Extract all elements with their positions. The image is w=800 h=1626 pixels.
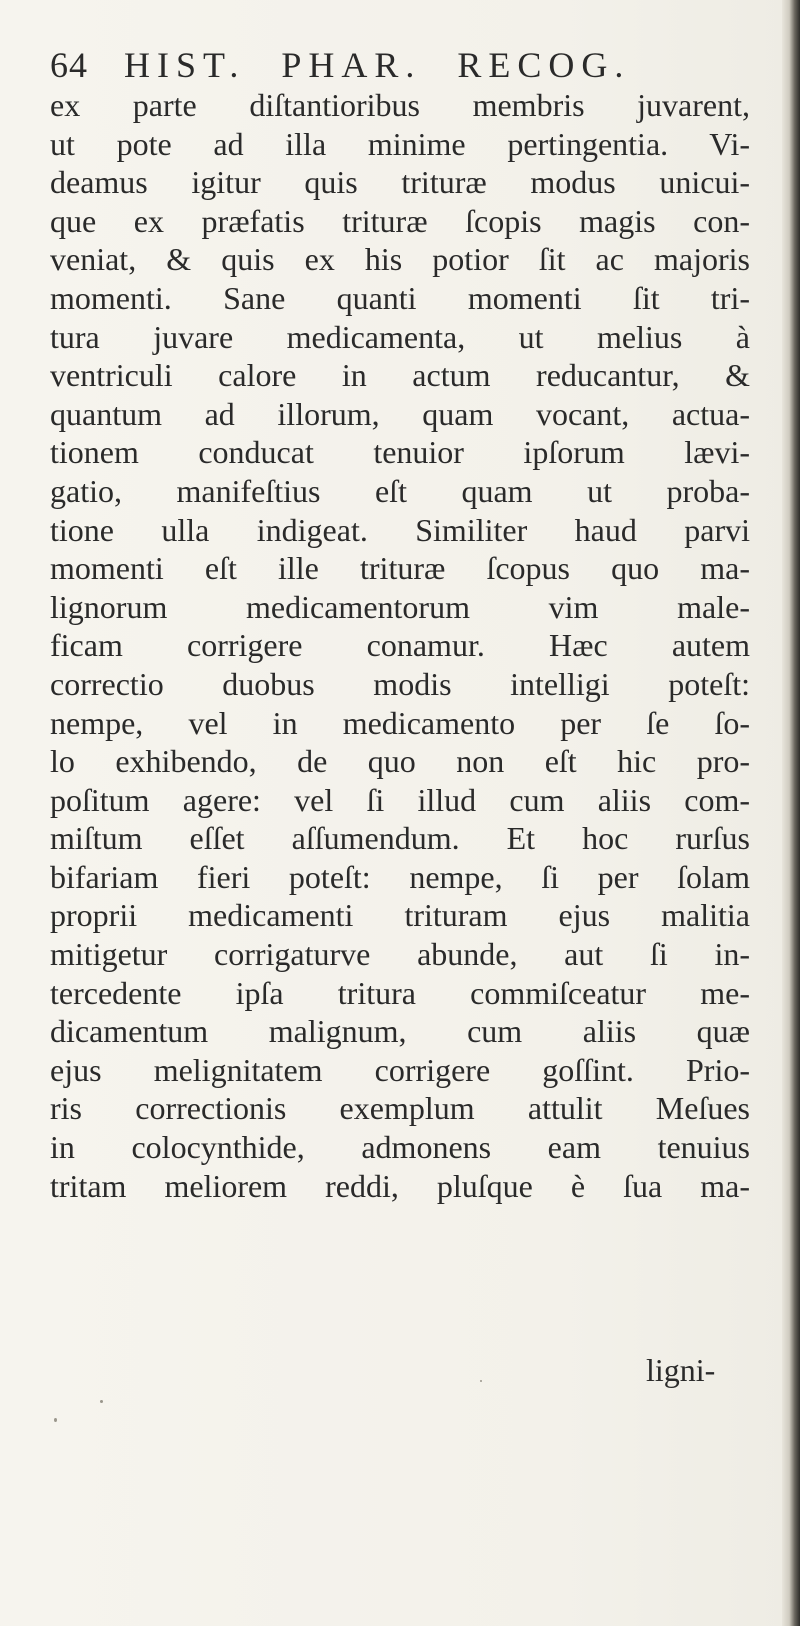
text-line: bifariam fieri poteſt: nempe, ſi per ſolam xyxy=(50,858,750,895)
text-line: que ex præfatis trituræ ſcopis magis con- xyxy=(50,202,750,239)
text-line: nempe, vel in medicamento per ſe ſo- xyxy=(50,704,750,741)
running-title-part-1: HIST. xyxy=(124,45,246,85)
running-title-part-3: RECOG. xyxy=(457,45,631,85)
binding-gutter xyxy=(782,0,800,1626)
text-line: lo exhibendo, de quo non eſt hic pro- xyxy=(50,743,750,780)
text-line: ris correctionis exemplum attulit Meſues xyxy=(50,1090,750,1127)
text-line: tritam meliorem reddi, pluſque è ſua ma- xyxy=(50,1167,750,1204)
running-title-part-2: PHAR. xyxy=(281,45,422,85)
text-line: correctio duobus modis intelligi poteſt: xyxy=(50,665,750,702)
text-line: gatio, manifeſtius eſt quam ut proba- xyxy=(50,472,750,509)
text-line: ficam corrigere conamur. Hæc autem xyxy=(50,627,750,664)
text-line: tercedente ipſa tritura commiſceatur me- xyxy=(50,974,750,1011)
text-line: miſtum eſſet aſſumendum. Et hoc rurſus xyxy=(50,820,750,857)
text-line: poſitum agere: vel ſi illud cum aliis com- xyxy=(50,781,750,818)
text-line: momenti. Sane quanti momenti ſit tri- xyxy=(50,279,750,316)
text-line: lignorum medicamentorum vim male- xyxy=(50,588,750,625)
text-line: dicamentum malignum, cum aliis quæ xyxy=(50,1013,750,1050)
paper-speck xyxy=(100,1400,103,1403)
text-line: tionem conducat tenuior ipſorum lævi- xyxy=(50,434,750,471)
page-number: 64 xyxy=(50,45,88,85)
text-line: quantum ad illorum, quam vocant, actua- xyxy=(50,395,750,432)
text-line: mitigetur corrigaturve abunde, aut ſi in- xyxy=(50,936,750,973)
text-line: deamus igitur quis trituræ modus unicui- xyxy=(50,164,750,201)
text-line: momenti eſt ille trituræ ſcopus quo ma- xyxy=(50,550,750,587)
paper-speck xyxy=(480,1380,482,1382)
catchword: ligni- xyxy=(646,1352,716,1388)
text-line: ut pote ad illa minime pertingentia. Vi- xyxy=(50,125,750,162)
text-line: tura juvare medicamenta, ut melius à xyxy=(50,318,750,355)
text-line: tione ulla indigeat. Similiter haud parvi xyxy=(50,511,750,548)
text-line: ejus melignitatem corrigere goſſint. Prio- xyxy=(50,1051,750,1088)
text-line: ex parte diſtantioribus membris juvarent, xyxy=(50,87,750,123)
text-line: proprii medicamenti trituram ejus malitia xyxy=(50,897,750,934)
text-line: veniat, & quis ex his potior ſit ac majoris xyxy=(50,241,750,278)
text-line: ventriculi calore in actum reducantur, & xyxy=(50,357,750,394)
text-line: in colocynthide, admonens eam tenuius xyxy=(50,1129,750,1166)
body-text xyxy=(50,86,750,1205)
paper-speck xyxy=(54,1418,57,1422)
